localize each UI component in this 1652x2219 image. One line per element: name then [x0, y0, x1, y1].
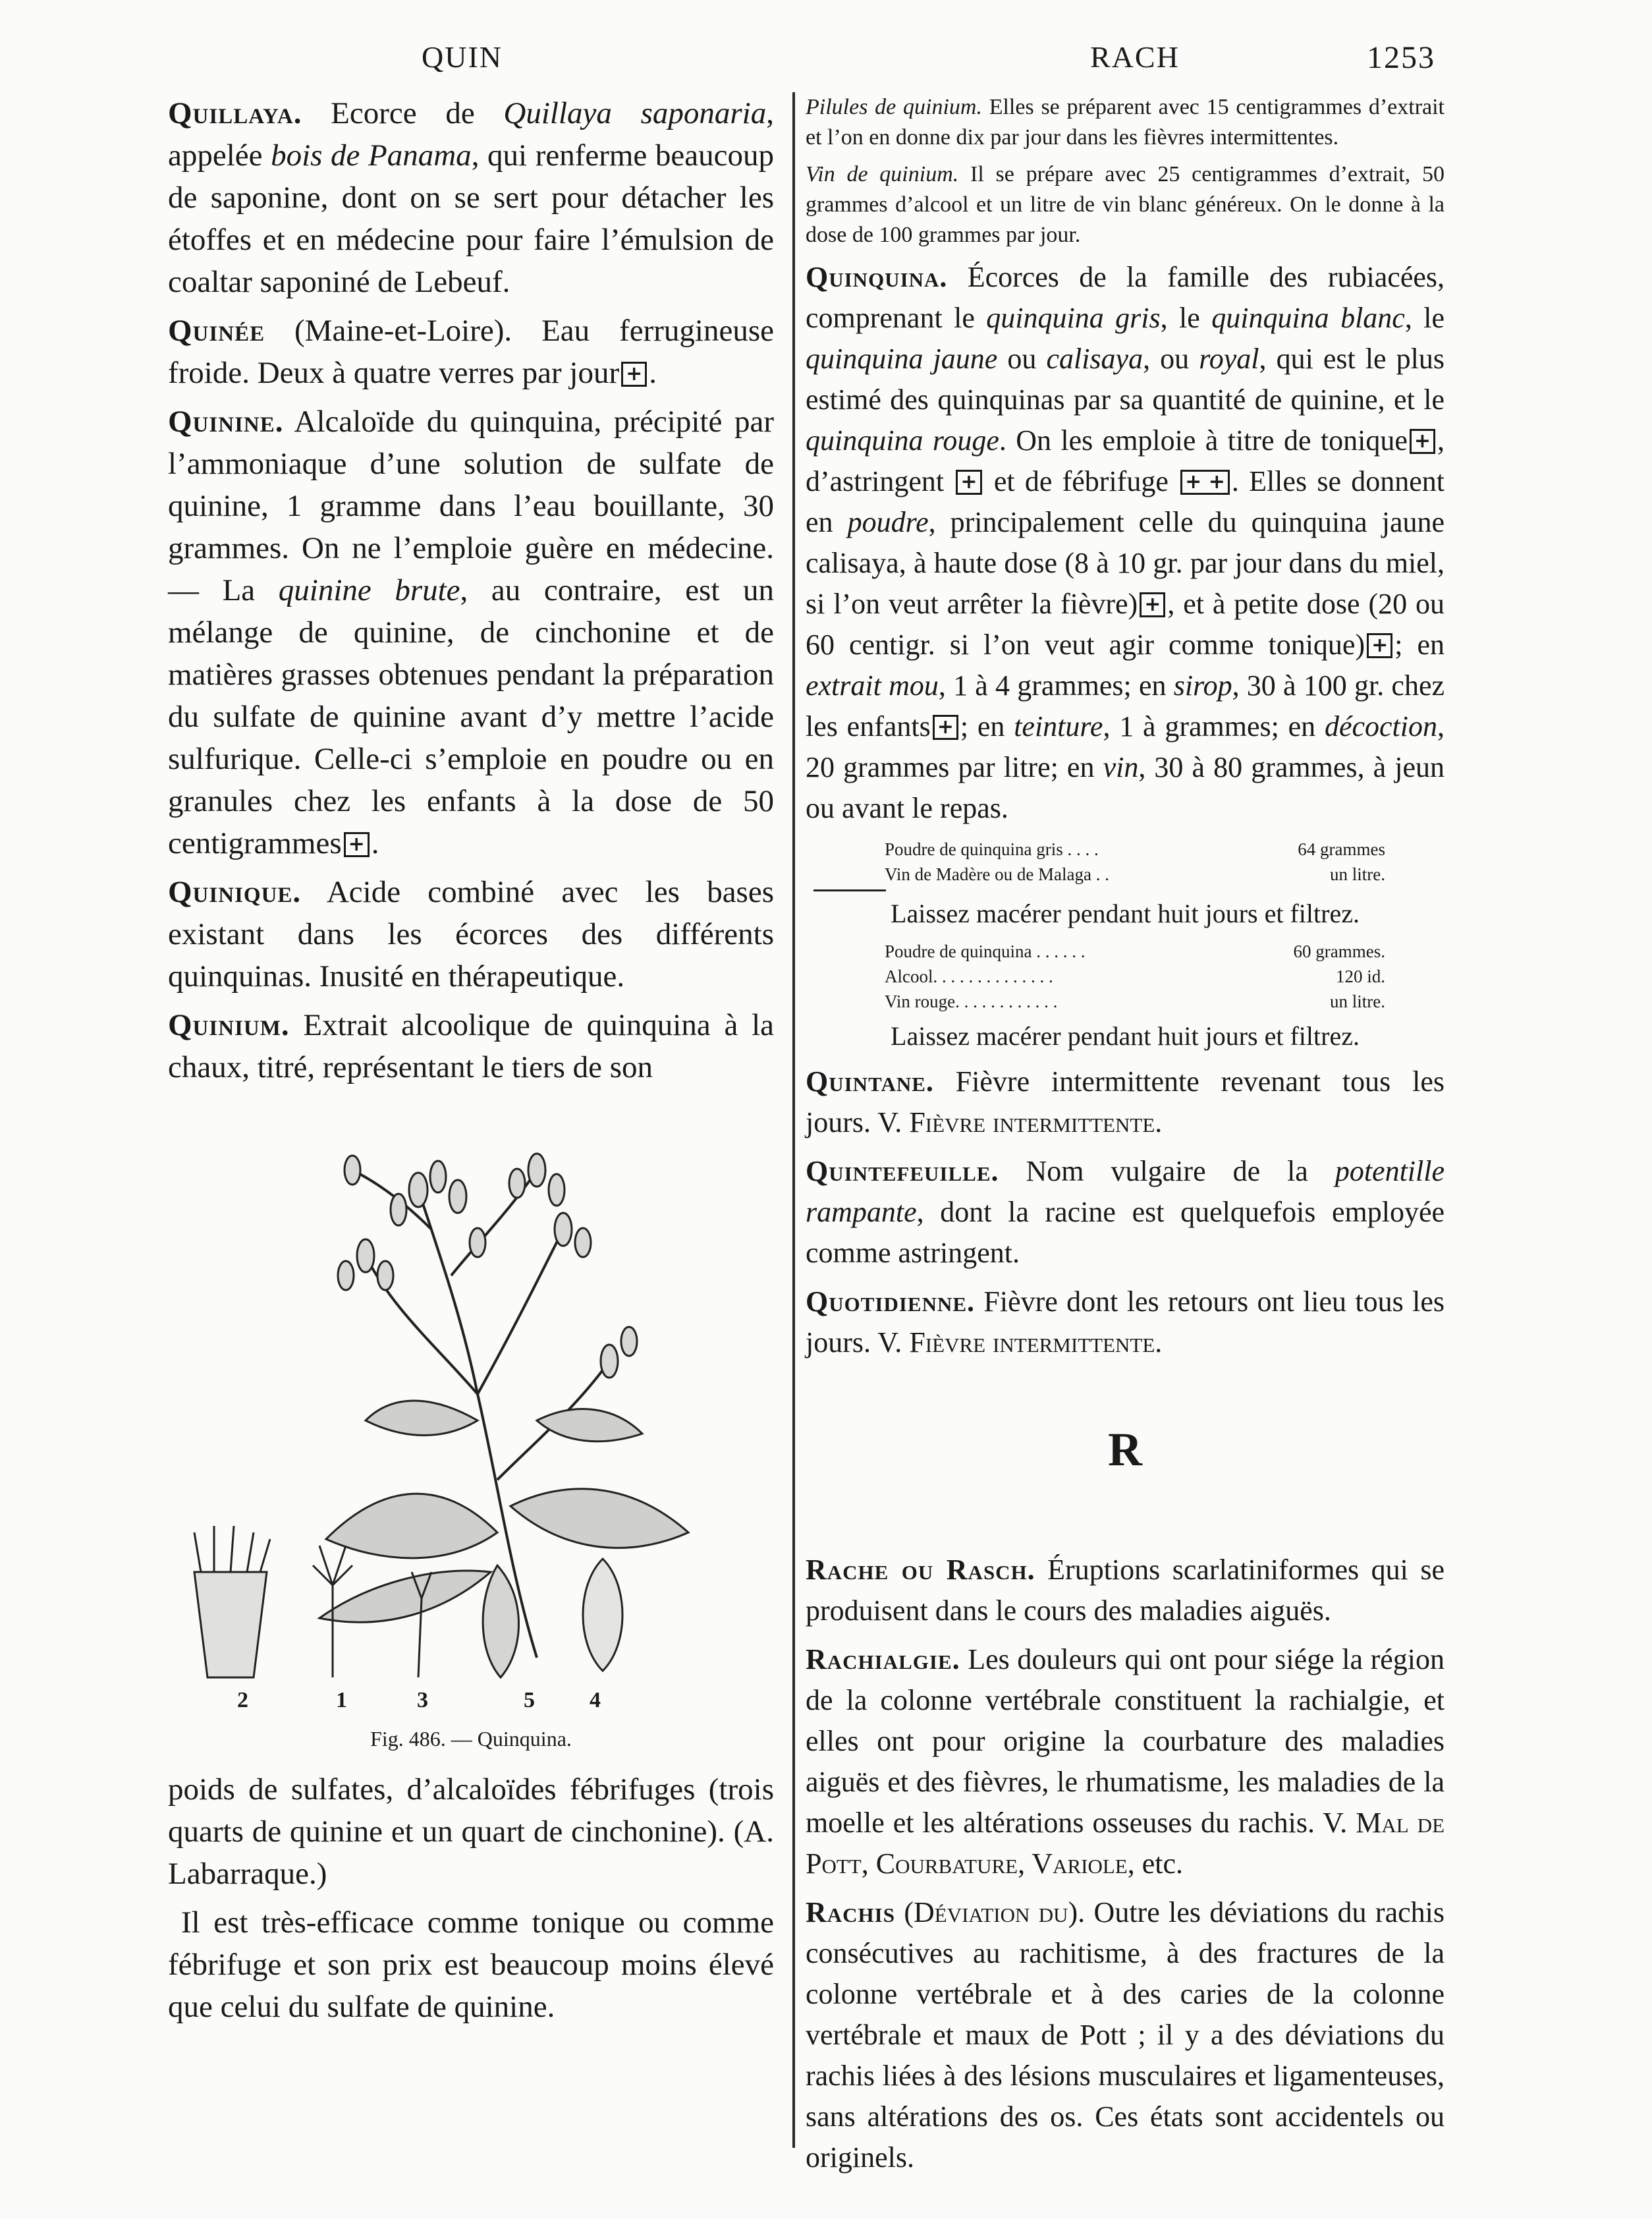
plus-box-icon: + [344, 832, 370, 857]
divider [813, 889, 886, 891]
section-letter: R [1108, 1423, 1142, 1476]
italic-term: Quillaya saponaria [503, 96, 767, 130]
italic-term: teinture [1014, 710, 1103, 743]
entry-quinquina [806, 257, 1445, 829]
entry-rachialgie [806, 1639, 1445, 1884]
entry-quinium-paragraph: Il est très-efficace comme tonique ou comme fébrifuge et son prix est beaucoup moins élevé que celui du sulfate de quinine. [168, 1905, 774, 2024]
entry-text: Acide combiné avec les bases existant dans les écorces des différents quinquinas. Inusité en thérapeutique. [168, 875, 774, 994]
right-column [806, 92, 1445, 2186]
plus-box-icon: + [956, 470, 981, 495]
entry-text: Éruptions scarlatiniformes qui se produisent dans le cours des maladies aiguës. [806, 1554, 1445, 1627]
figure-label: 4 [590, 1688, 601, 1712]
column-rule [792, 92, 795, 2148]
recipe-ingredient: Vin rouge. . . . . . . . . . . . [885, 992, 1058, 1011]
entry-text: Nom vulgaire de la [999, 1155, 1335, 1187]
headword: Quintane. [806, 1065, 934, 1098]
recipe-row [885, 837, 1385, 862]
left-column [168, 92, 774, 2035]
page-number: 1253 [1367, 40, 1435, 75]
italic-term: calisaya [1046, 343, 1143, 375]
entry-text: , au contraire, est un mélange de quinine, de cinchonine et de matières grasses obtenues pendant la préparation du sulfate de quinine avant d’y mettre l’acide sulfurique. Celle-ci s’emploie en poudre ou en granules chez les enfants à la dose de 50 centigrammes [168, 573, 774, 860]
entry-text: , 1 à grammes; en [1103, 710, 1325, 743]
headword: Quinine. [168, 405, 284, 439]
running-head-right: RACH [1090, 40, 1180, 74]
note-text: Elles se préparent avec 15 centigrammes d’extrait et l’on en donne dix par jour dans les fièvres intermittentes. [806, 95, 1445, 150]
recipe-ingredient: Vin de Madère ou de Malaga . . [885, 864, 1110, 884]
figure-label: 3 [417, 1688, 428, 1712]
running-head-left: QUIN [422, 40, 503, 74]
entry-text: , qui renferme beaucoup de saponine, dont on se sert pour détacher les étoffes et en médecine pour faire l’émulsion de coaltar saponiné de Lebeuf. [168, 138, 774, 299]
entry-text: Écorces de la famille des rubiacées, comprenant le [806, 261, 1445, 334]
figure-label: 2 [237, 1688, 248, 1712]
italic-term: bois de Panama [271, 138, 472, 173]
entry-text: ; en [960, 710, 1014, 743]
headword: Rache ou Rasch. [806, 1554, 1035, 1586]
italic-term: sirop [1173, 669, 1232, 702]
note-vin-de-quinium [806, 159, 1445, 250]
entry-text: etc. [1134, 1847, 1184, 1880]
headword: Quinée [168, 314, 265, 348]
recipe-row [885, 939, 1385, 964]
italic-term: décoction [1324, 710, 1437, 743]
plus-box-icon: + [1410, 429, 1435, 454]
quinquina-plant-illustration [168, 1111, 774, 1717]
headword: Quinquina. [806, 261, 948, 293]
entry-text: , principalement celle du quinquina jaune calisaya, à haute dose (8 à 10 gr. par jour dans du miel, si l’on veut arrêter la fièvre) [806, 506, 1445, 620]
plus-box-icon: + [933, 715, 958, 740]
entry-text: Alcaloïde du quinquina, précipité par l’ammoniaque d’une solution de sulfate de quinine, 1 gramme dans l’eau bouillante, 30 grammes. On ne l’emploie guère en médecine. — La [168, 405, 774, 607]
headword: Quinique. [168, 875, 302, 909]
entry-text: . On les emploie à titre de tonique [999, 424, 1408, 457]
recipe-ingredient: Alcool. . . . . . . . . . . . . . [885, 967, 1053, 986]
recipe-row [885, 989, 1385, 1014]
recipe-quantity: 60 grammes. [1293, 941, 1385, 961]
entry-text: . [371, 826, 379, 860]
italic-term: quinquina blanc [1211, 302, 1405, 334]
italic-term: extrait mou [806, 669, 939, 702]
headword: Rachis [806, 1896, 895, 1928]
entry-text: Les douleurs qui ont pour siége la région de la colonne vertébrale constituent la rachialgie, et elles ont pour origine la courbature des maladies aiguës et des fièvres, le rhumatisme, les maladies de la moelle et les altérations osseuses du rachis. V. [806, 1643, 1445, 1839]
entry-text: , d’astringent [806, 424, 1445, 497]
italic-term: vin [1103, 751, 1139, 783]
cross-reference: Fièvre intermittente. [909, 1106, 1163, 1138]
entry-text: , dont la racine est quelquefois employée comme astringent. [806, 1196, 1445, 1269]
entry-quotidienne [806, 1281, 1445, 1363]
entry-quinium-continued: poids de sulfates, d’alcaloïdes fébrifuges (trois quarts de quinine et un quart de cinchonine). (A. Labarraque.) [168, 1772, 774, 1891]
recipe-ingredient: Poudre de quinquina . . . . . . [885, 941, 1086, 961]
headword: Quintefeuille. [806, 1155, 999, 1187]
entry-quillaya [168, 92, 774, 303]
plus-box-icon: + [1367, 633, 1392, 658]
entry-text: , 30 à 80 grammes, à jeun ou avant le repas. [806, 751, 1445, 824]
entry-quinine [168, 401, 774, 864]
entry-text: (Maine-et-Loire). Eau ferrugineuse froide. Deux à quatre verres par jour [168, 314, 774, 390]
headword: Rachialgie. [806, 1643, 960, 1675]
italic-term: quinine brute [278, 573, 460, 607]
recipe-quinquina-gris [885, 837, 1385, 887]
recipe-quantity: un litre. [1330, 992, 1385, 1011]
entry-text: Fièvre dont les retours ont lieu tous les jours. V. [806, 1285, 1445, 1359]
quinquina-figure [168, 1111, 774, 1720]
italic-term: royal [1199, 343, 1259, 375]
entry-quintane [806, 1061, 1445, 1143]
note-lead: Pilules de quinium. [806, 95, 982, 119]
recipe-row [885, 964, 1385, 989]
recipe-vin-de-quinquina [885, 939, 1385, 1014]
entry-text: , 30 à 100 gr. chez les enfants [806, 669, 1445, 743]
headword: Quillaya. [168, 96, 302, 130]
cross-reference: Fièvre intermittente. [909, 1326, 1163, 1359]
italic-term: quinquina jaune [806, 343, 998, 375]
entry-text: Fièvre intermittente revenant tous les jours. V. [806, 1065, 1445, 1138]
entry-text: , appelée [168, 96, 774, 173]
entry-quinique [168, 871, 774, 997]
italic-term: quinquina rouge [806, 424, 999, 457]
entry-rache [806, 1550, 1445, 1631]
entry-text: ou [997, 343, 1047, 375]
entry-text: . Elles se donnent en [806, 465, 1445, 538]
headword-qualifier: (Déviation du). [895, 1896, 1086, 1928]
entry-text: Outre les déviations du rachis consécutives au rachitisme, à des fractures de la colonne vertébrale et à des caries de la colonne vertébrale et maux de Pott ; il y a des déviations du rachis liées à des lésions musculaires et ligamenteuses, sans altérations des os. Ces états sont accidentels ou originels. [806, 1896, 1445, 2174]
headword: Quinium. [168, 1008, 290, 1042]
recipe-ingredient: Poudre de quinquina gris . . . . [885, 839, 1099, 859]
entry-text: , le [1160, 302, 1212, 334]
plus-box-icon: + [1140, 592, 1165, 617]
entry-text: ; en [1394, 629, 1445, 661]
plus-box-icon: + [621, 362, 647, 387]
entry-quinium [168, 1004, 774, 1088]
entry-text: Ecorce de [302, 96, 504, 130]
recipe-instruction: Laissez macérer pendant huit jours et filtrez. [891, 899, 1360, 928]
figure-label: 5 [524, 1688, 535, 1712]
figure-label: 1 [336, 1688, 347, 1712]
italic-term: potentille rampante [806, 1155, 1445, 1228]
double-plus-box-icon: + + [1180, 470, 1230, 495]
recipe-quantity: 64 grammes [1298, 839, 1385, 859]
entry-text: , qui est le plus estimé des quinquinas par sa quantité de quinine, et le [806, 343, 1445, 416]
entry-quintefeuille [806, 1151, 1445, 1274]
entry-text: , 20 grammes par litre; en [806, 710, 1445, 783]
entry-quinee: Quinée (Maine-et-Loire). Eau ferrugineuse froide. Deux à quatre verres par jour + . [168, 314, 774, 390]
cross-reference: Mal de Pott, Courbature, Variole, [806, 1807, 1445, 1880]
entry-text: Extrait alcoolique de quinquina à la chaux, titré, représentant le tiers de son [168, 1008, 774, 1084]
entry-rachis [806, 1892, 1445, 2178]
entry-text: , le [1404, 302, 1445, 334]
figure-caption: Fig. 486. — Quinquina. [370, 1727, 572, 1751]
recipe-instruction: Laissez macérer pendant huit jours et filtrez. [891, 1021, 1360, 1051]
note-lead: Vin de quinium. [806, 162, 959, 186]
note-pilules-de-quinium [806, 92, 1445, 153]
recipe-quantity: 120 id. [1335, 967, 1385, 986]
note-text: Il se prépare avec 25 centigrammes d’extrait, 50 grammes d’alcool et un litre de vin blanc généreux. On le donne à la dose de 100 grammes par jour. [806, 162, 1445, 247]
italic-term: quinquina gris [986, 302, 1161, 334]
italic-term: poudre [847, 506, 929, 538]
entry-text: , et à petite dose (20 ou 60 centigr. si l’on veut agir comme tonique) [806, 588, 1445, 661]
entry-text: , ou [1143, 343, 1199, 375]
recipe-quantity: un litre. [1330, 864, 1385, 884]
recipe-row [885, 862, 1385, 887]
headword: Quotidienne. [806, 1285, 976, 1318]
entry-text: , 1 à 4 grammes; en [938, 669, 1174, 702]
entry-text: et de fébrifuge [983, 465, 1179, 497]
